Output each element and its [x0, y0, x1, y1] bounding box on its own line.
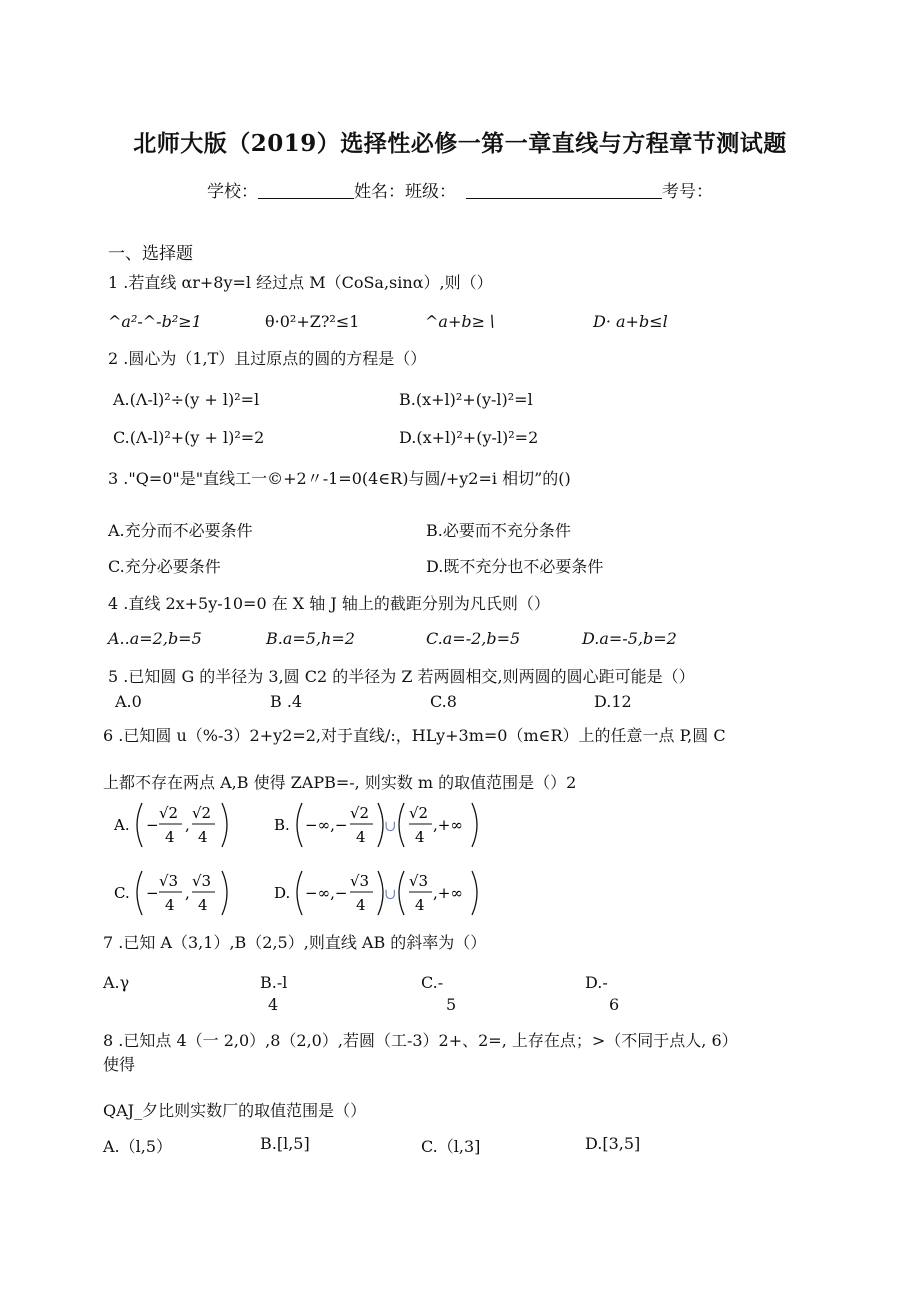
question-8-option-d: D.[3,5]: [585, 1134, 641, 1153]
comma: ,: [185, 884, 190, 902]
comma: ,: [185, 816, 190, 834]
right-paren-icon: [472, 803, 477, 847]
question-5-option-a: A.0: [115, 692, 142, 711]
question-6-option-b: [272, 798, 487, 852]
question-8-option-c: C.（l,3]: [421, 1137, 481, 1156]
question-5-option-d: D.12: [594, 692, 632, 711]
question-2-option-d: D.(x+l)²+(y-l)²=2: [399, 428, 539, 447]
minus-sign: −: [146, 884, 159, 902]
fraction-denominator: 4: [165, 896, 175, 914]
question-8-option-b: B.[l,5]: [260, 1134, 310, 1153]
question-1-option-b: θ·0²+Z?²≤1: [265, 312, 360, 331]
fraction-denominator: 4: [356, 828, 366, 846]
right-paren-icon: [222, 803, 227, 847]
fraction-numerator: √2: [192, 804, 212, 822]
interval-start: −∞,−: [305, 816, 348, 834]
fraction-numerator: √3: [192, 872, 212, 890]
question-7-option-c: C.-: [421, 973, 444, 992]
question-2-stem: 2 .圆心为（1,T）且过原点的圆的方程是（）: [108, 349, 427, 368]
right-paren-icon: [222, 871, 227, 915]
left-paren-icon: [297, 803, 302, 847]
fraction-numerator: √3: [350, 872, 370, 890]
fraction-denominator: 4: [198, 828, 208, 846]
fraction-denominator: 4: [198, 896, 208, 914]
option-letter: B.: [274, 816, 290, 834]
school-blank[interactable]: [258, 184, 354, 199]
section-heading: 一、选择题: [108, 244, 193, 264]
fraction-denominator: 4: [415, 896, 425, 914]
question-6-option-a: [112, 798, 242, 852]
question-5-option-b: B .4: [270, 692, 303, 711]
question-7-option-a: A.γ: [103, 973, 130, 992]
question-4-option-b: B.a=5,h=2: [266, 629, 355, 648]
question-3-stem: 3 ."Q=0"是"直线工一©+2〃-1=0(4∈R)与圆/+y2=i 相切”的(): [108, 469, 571, 488]
fraction-denominator: 4: [356, 896, 366, 914]
question-4-stem: 4 .直线 2x+5y-10=0 在 X 轴 J 轴上的截距分别为凡氏则（）: [108, 594, 550, 613]
minus-sign: −: [146, 816, 159, 834]
question-8-stem-line2: 使得: [103, 1055, 136, 1074]
fraction-denominator: 4: [415, 828, 425, 846]
class-blank[interactable]: [466, 184, 662, 199]
question-3-option-a: A.充分而不必要条件: [108, 521, 253, 540]
right-paren-icon: [472, 871, 477, 915]
question-8-stem-line1: 8 .已知点 4（一 2,0）,8（2,0）,若圆（工-3）2+、2=, 上存在点；>（不同于点人, 6）: [103, 1031, 738, 1050]
question-7-option-d: D.-: [585, 973, 608, 992]
option-letter: C.: [114, 884, 130, 902]
student-info-line: [0, 177, 920, 202]
question-6-option-c: [112, 866, 242, 920]
interval-end: ,+∞: [433, 884, 463, 902]
fraction-numerator: √3: [409, 872, 429, 890]
question-2-option-a: A.(Λ-l)²÷(y + l)²=l: [113, 390, 260, 409]
union-symbol: ∪: [384, 817, 397, 835]
left-paren-icon: [137, 803, 142, 847]
question-7-option-b-denominator: 4: [268, 995, 279, 1014]
right-paren-icon: [378, 803, 383, 847]
question-6-option-d: [272, 866, 487, 920]
question-1-option-a: ^a²-^-b²≥1: [108, 312, 202, 331]
option-letter: D.: [274, 884, 291, 902]
fraction-numerator: √2: [159, 804, 179, 822]
left-paren-icon: [399, 803, 404, 847]
interval-end: ,+∞: [433, 816, 463, 834]
fraction-denominator: 4: [165, 828, 175, 846]
question-2-option-c: C.(Λ-l)²+(y + l)²=2: [113, 428, 265, 447]
left-paren-icon: [399, 871, 404, 915]
question-5-option-c: C.8: [430, 692, 457, 711]
fraction-numerator: √2: [350, 804, 370, 822]
name-class-label: 姓名：班级：: [354, 182, 456, 202]
question-1-stem: 1 .若直线 αr+8y=l 经过点 M（CoSa,sinα）,则（）: [108, 273, 493, 292]
question-3-option-b: B.必要而不充分条件: [426, 521, 571, 540]
question-1-option-c: ^a+b≥∖: [425, 312, 496, 331]
right-paren-icon: [378, 871, 383, 915]
question-7-option-b: B.-l: [260, 973, 288, 992]
question-3-option-c: C.充分必要条件: [108, 557, 221, 576]
question-1-option-d: D· a+b≤l: [593, 312, 668, 331]
fraction-numerator: √2: [409, 804, 429, 822]
left-paren-icon: [297, 871, 302, 915]
question-2-option-b: B.(x+l)²+(y-l)²=l: [399, 390, 533, 409]
question-7-stem: 7 .已知 A（3,1）,B（2,5）,则直线 AB 的斜率为（）: [103, 933, 487, 952]
question-8-option-a: A.（l,5）: [103, 1137, 173, 1156]
option-letter: A.: [114, 816, 130, 834]
question-6-stem-line1: 6 .已知圆 u（%-3）2+y2=2,对于直线/:，HLy+3m=0（m∈R）上的任意一点 P,圆 C: [103, 726, 726, 745]
question-4-option-d: D.a=-5,b=2: [582, 629, 677, 648]
question-6-stem-line2: 上都不存在两点 A,B 使得 ZAPB=-, 则实数 m 的取值范围是（）2: [103, 773, 577, 792]
question-7-option-c-denominator: 5: [446, 995, 457, 1014]
school-label: 学校：: [207, 182, 258, 202]
interval-start: −∞,−: [305, 884, 348, 902]
fraction-numerator: √3: [159, 872, 179, 890]
exam-number-label: 考号：: [662, 182, 713, 202]
question-4-option-a: A..a=2,b=5: [108, 629, 202, 648]
union-symbol: ∪: [384, 885, 397, 903]
page-title: 北师大版（2019）选择性必修一第一章直线与方程章节测试题: [133, 130, 787, 157]
left-paren-icon: [137, 871, 142, 915]
question-7-option-d-denominator: 6: [609, 995, 620, 1014]
question-4-option-c: C.a=-2,b=5: [426, 629, 521, 648]
question-8-stem-line3: QAJ_夕比则实数厂的取值范围是（）: [103, 1101, 367, 1120]
question-5-stem: 5 .已知圆 G 的半径为 3,圆 C2 的半径为 Z 若两圆相交,则两圆的圆心距可能是（）: [108, 667, 695, 686]
question-3-option-d: D.既不充分也不必要条件: [426, 557, 604, 576]
